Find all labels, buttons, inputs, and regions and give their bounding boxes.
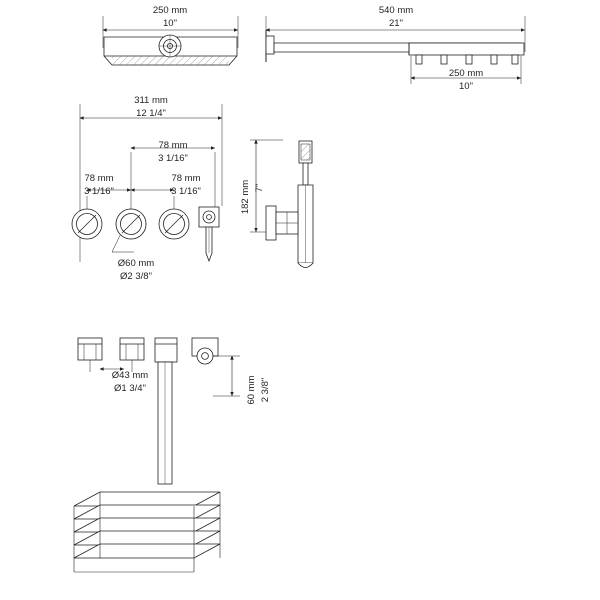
dim-head-width-in: 10" [163, 18, 177, 29]
shelf-grid [74, 492, 220, 572]
dim-depth-mm: 60 mm [246, 375, 257, 405]
dim-hand-height-mm: 182 mm [240, 179, 251, 215]
dim-space-a-in: 3 1/16" [84, 186, 114, 197]
dim-arm-offset-mm: 250 mm [448, 68, 484, 79]
hand-shower-side-view [250, 140, 313, 268]
dim-body-dia-mm: Ø43 mm [111, 370, 149, 381]
dim-depth-in: 2 3/8" [260, 377, 271, 403]
dim-panel-width-in: 12 1/4" [136, 108, 166, 119]
dim-space-b-mm: 78 mm [171, 173, 201, 184]
dim-space-a-mm: 78 mm [84, 173, 114, 184]
dim-body-dia-in: Ø1 3/4" [114, 383, 146, 394]
dim-knob-dia-in: Ø2 3/8" [120, 271, 152, 282]
dim-space-b-in: 3 1/16" [171, 186, 201, 197]
dim-space-c-mm: 78 mm [158, 140, 188, 151]
rough-in-view [74, 338, 240, 572]
dim-knob-dia-mm: Ø60 mm [117, 258, 155, 269]
valve-knob [72, 209, 102, 239]
dim-head-width-mm: 250 mm [152, 5, 188, 16]
dim-panel-width-mm: 311 mm [134, 95, 168, 106]
valve-knob [159, 209, 189, 239]
dim-hand-height-in: 7" [254, 183, 265, 193]
hand-shower-front [199, 207, 219, 261]
dim-arm-offset-in: 10" [459, 81, 473, 92]
dim-arm-length-in: 21" [389, 18, 403, 29]
dim-space-c-in: 3 1/16" [158, 153, 188, 164]
dim-arm-length-mm: 540 mm [378, 5, 414, 16]
